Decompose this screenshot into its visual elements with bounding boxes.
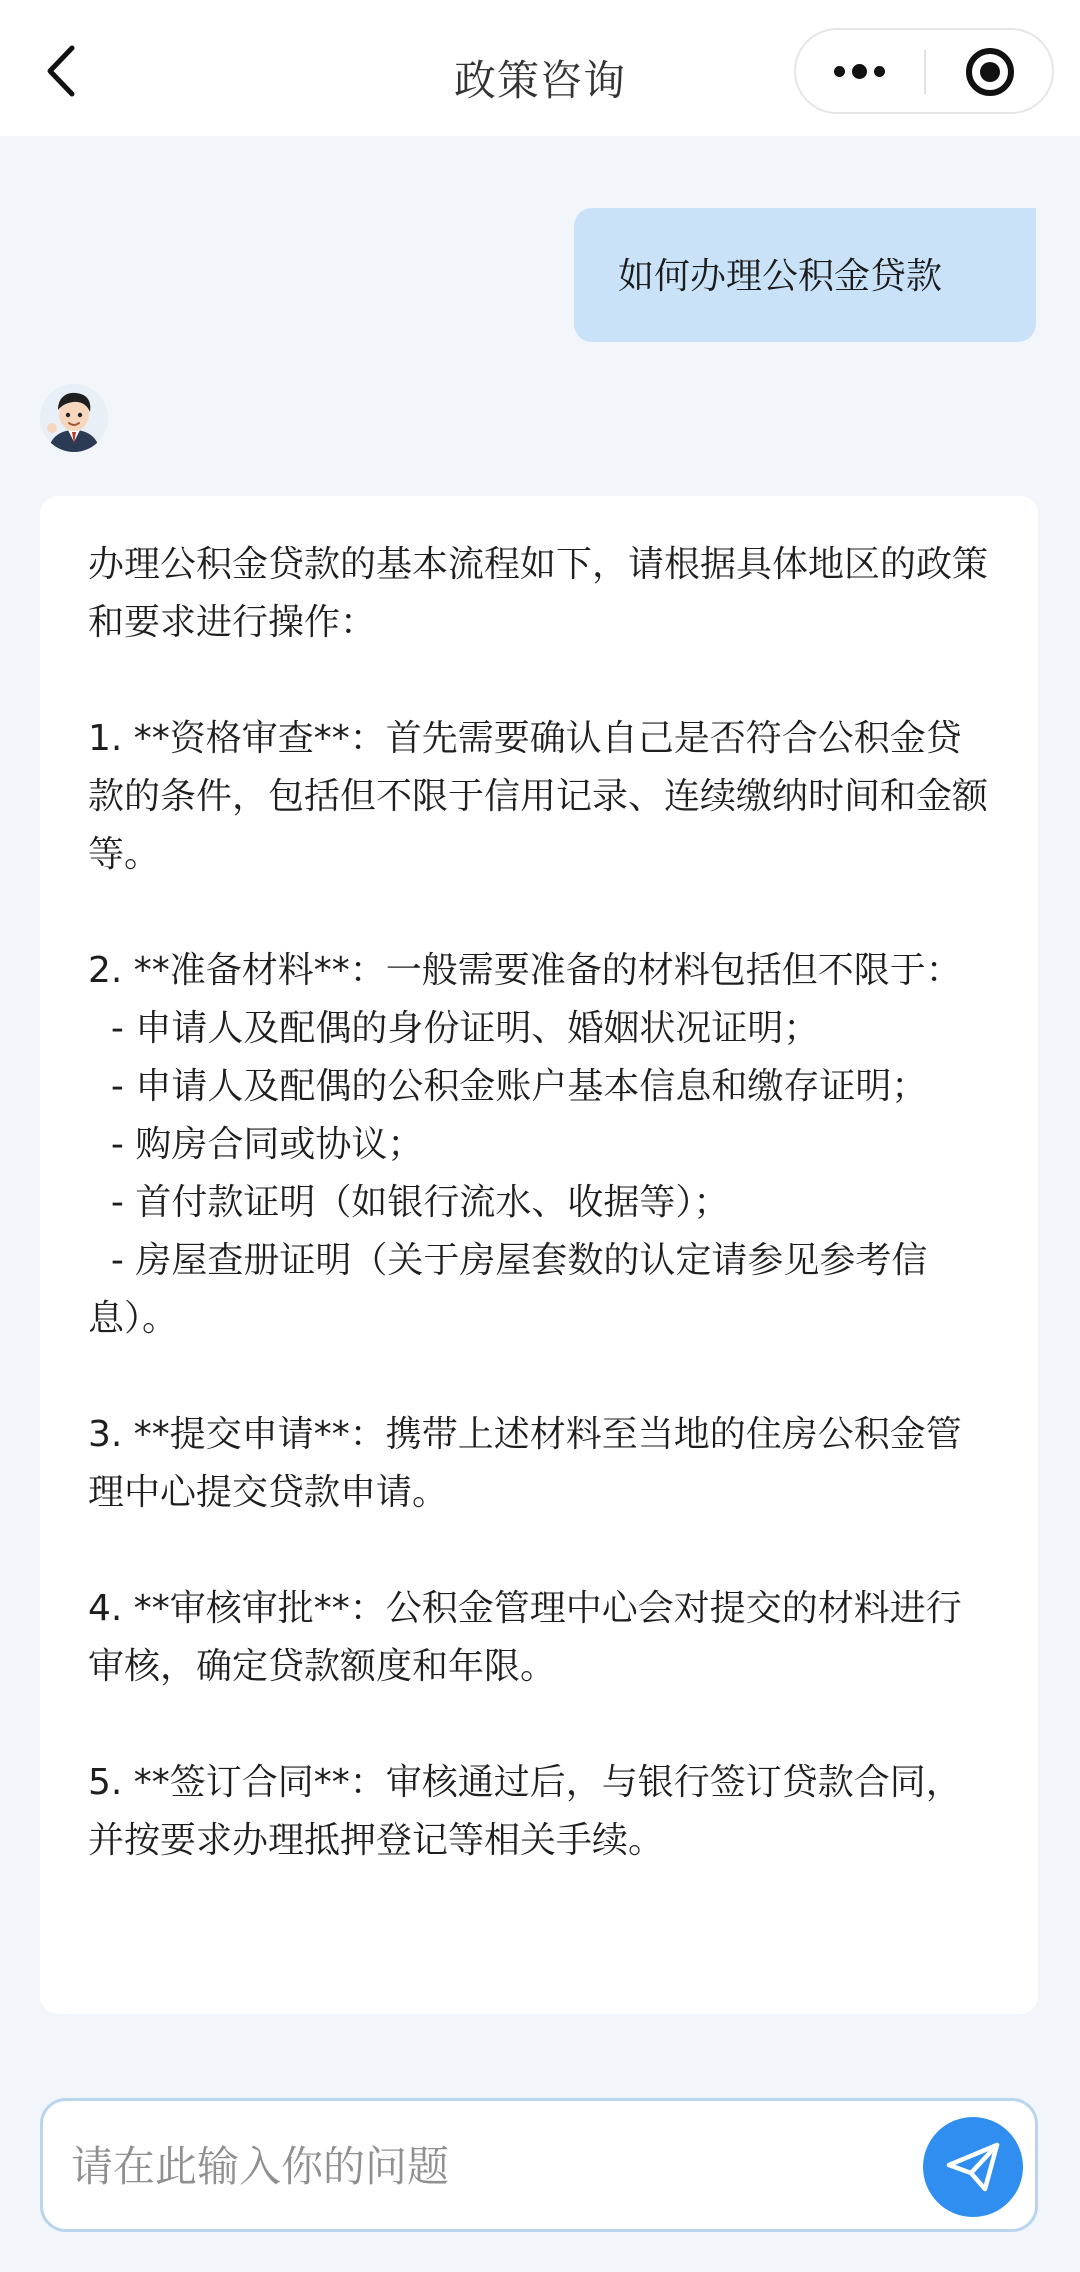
send-button[interactable]: [923, 2117, 1023, 2217]
mini-program-capsule: [794, 28, 1054, 114]
avatar-icon: [40, 384, 108, 452]
send-icon: [945, 2141, 1001, 2193]
user-message-bubble: 如何办理公积金贷款: [574, 208, 1036, 342]
nav-header: [0, 0, 1080, 136]
assistant-avatar: [40, 384, 108, 452]
question-input[interactable]: [71, 2131, 901, 2201]
target-circle-icon: [966, 48, 1014, 96]
assistant-message-text: 办理公积金贷款的基本流程如下，请根据具体地区的政策和要求进行操作： 1. **资格审查**：首先需要确认自己是否符合公积金贷款的条件，包括但不限于信用记录、连续缴纳时间和金额等。 2. **准备材料**：一般需要准备的材料包括但不限于： - 申请人及配偶的身份证明、婚姻状况证明； - 申请人及配偶的公积金账户基本信息和缴存证明； - 购房合同或协议； - 首付款证明（如银行流水、收据等）； - 房屋查册证明（关于房屋套数的认定请参见参考信息）。 3. **提交申请**：携带上述材料至当地的住房公积金管理中心提交贷款申请。 4. **审核审批**：公积金管理中心会对提交的材料进行审核，确定贷款额度和年限。 5. **签订合同**：审核通过后，与银行签订贷款合同，并按要求办理抵押登记等相关手续。: [88, 544, 989, 1861]
more-button[interactable]: [796, 30, 924, 112]
assistant-message-card: [40, 496, 1038, 2014]
close-mini-program-button[interactable]: [926, 30, 1054, 112]
page-title: 政策咨询: [453, 56, 626, 105]
question-input-bar: [40, 2098, 1038, 2232]
more-dots-icon: [832, 62, 888, 82]
